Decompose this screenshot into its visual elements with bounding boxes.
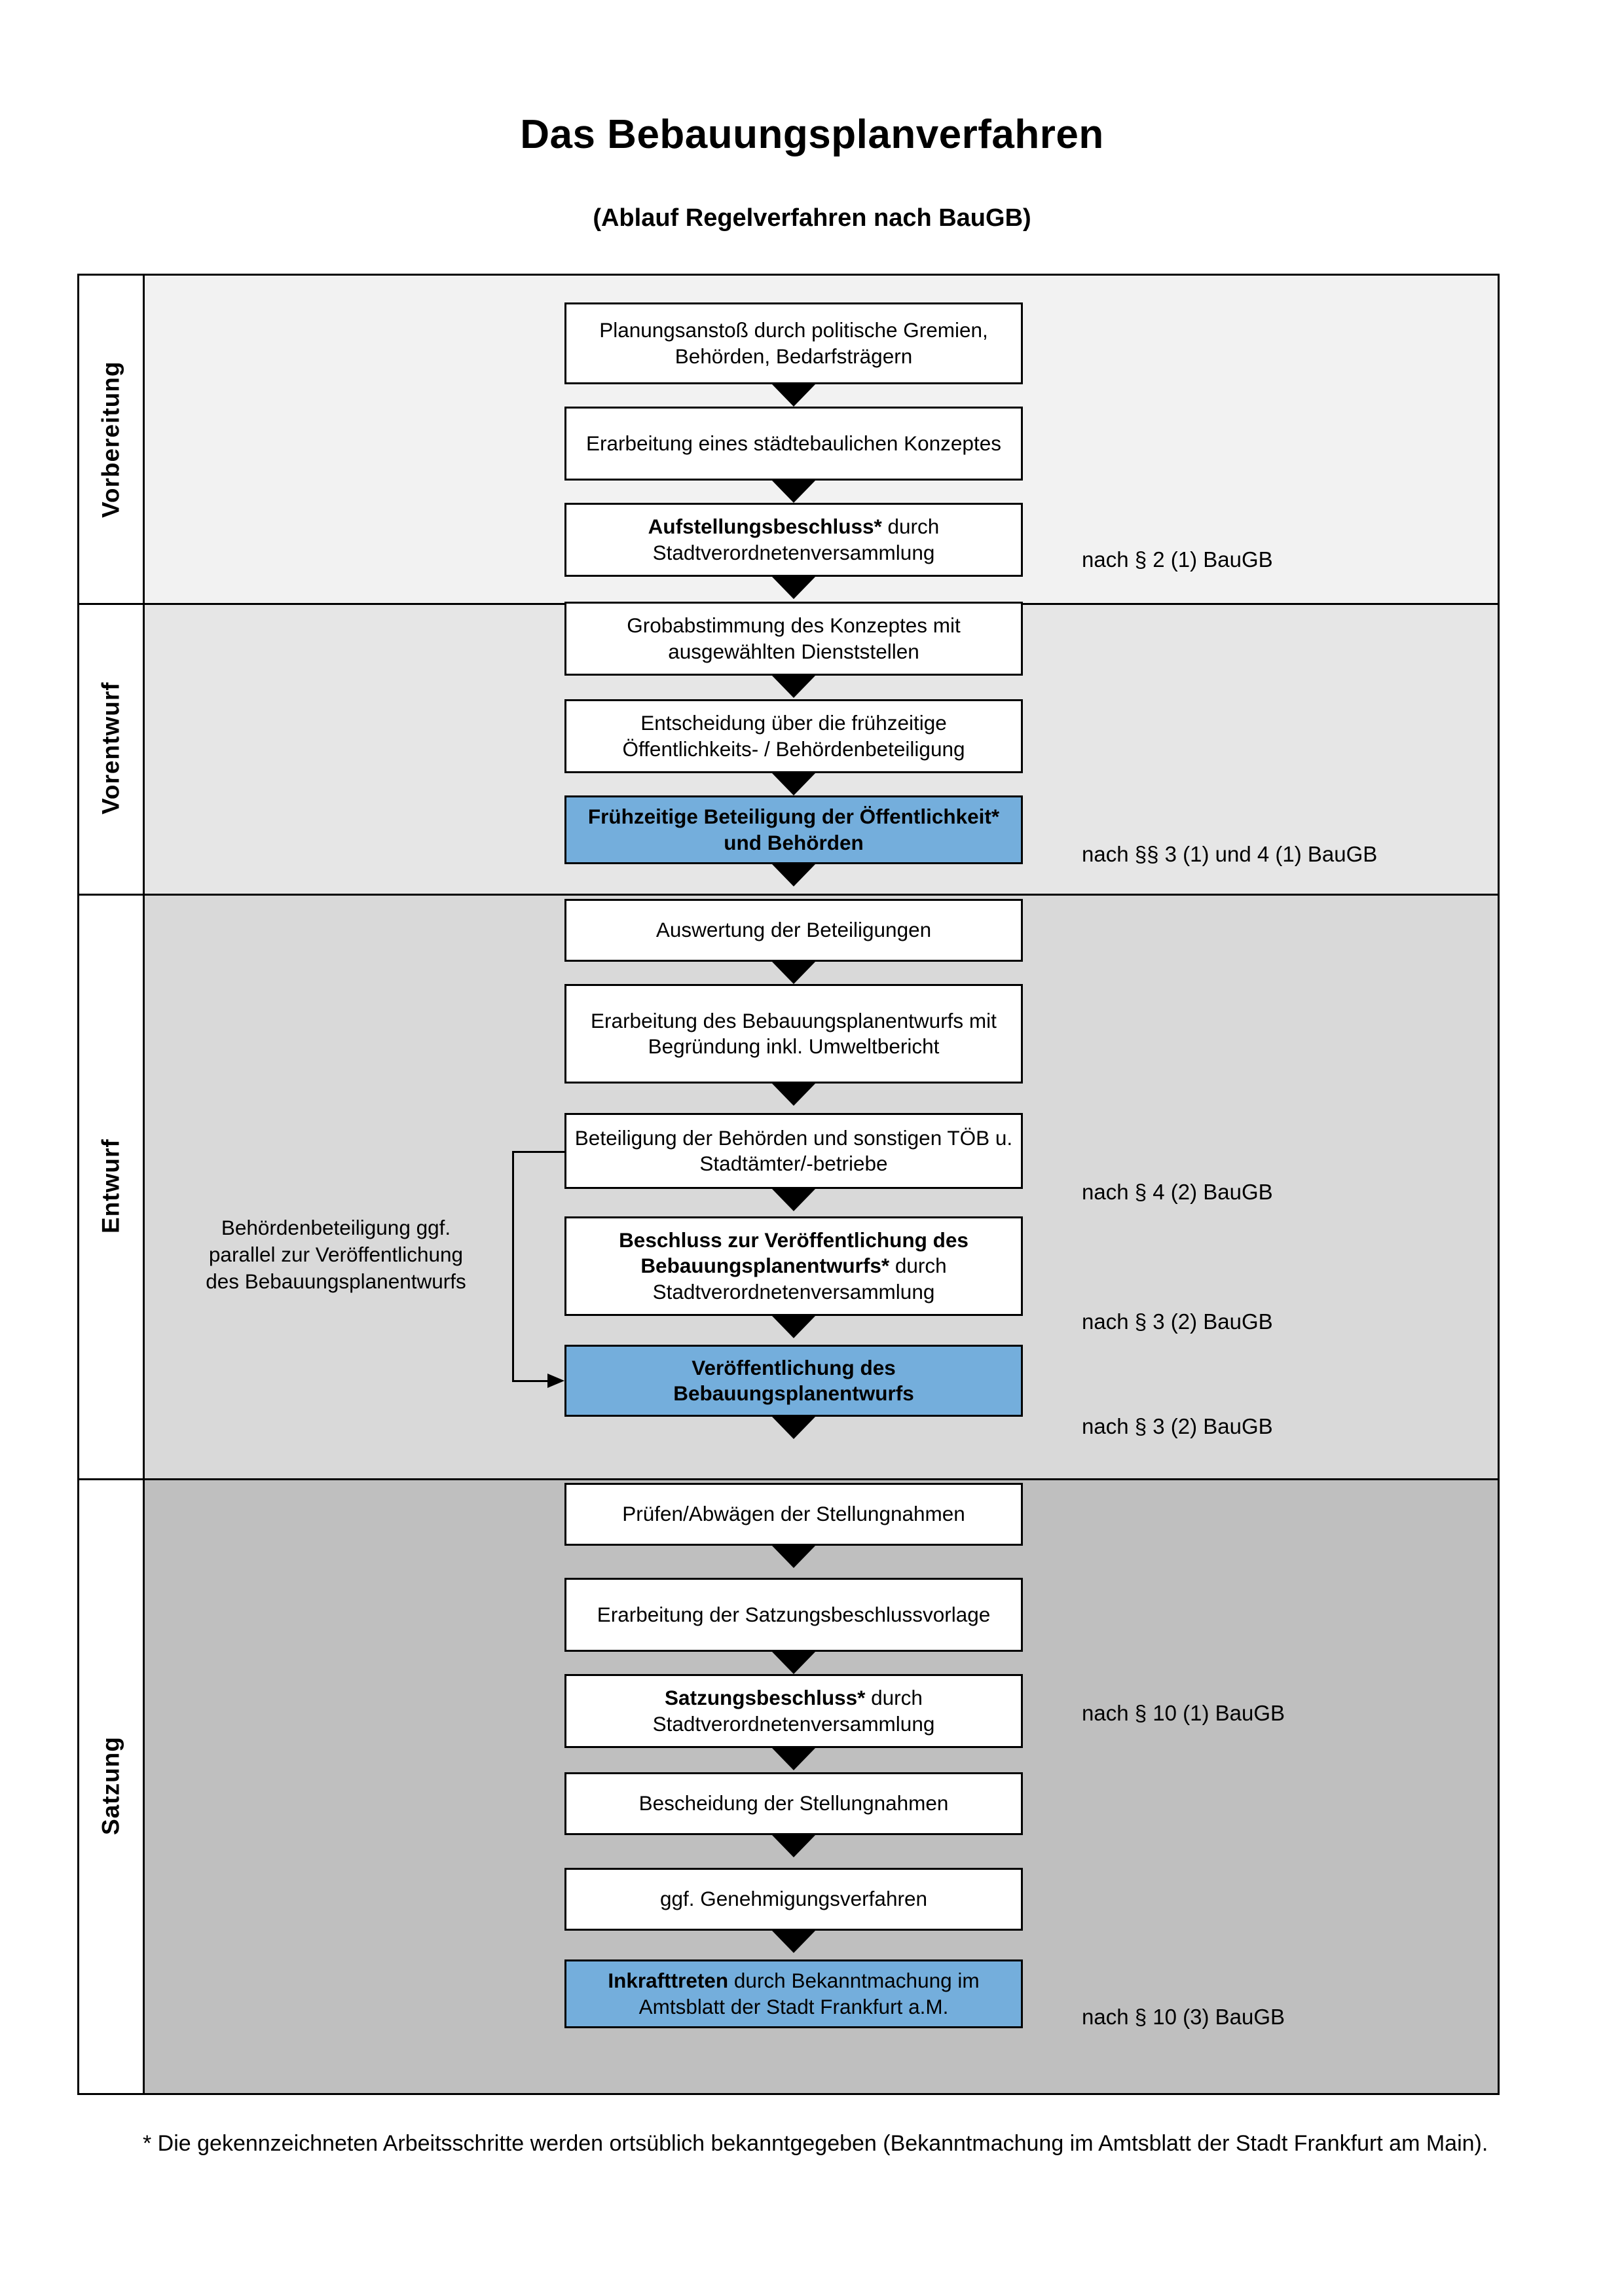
flow-node-satzungsbeschluss-bold: Satzungsbeschluss* — [665, 1686, 866, 1710]
flow-node-erarbeitung-entwurf[interactable]: Erarbeitung des Bebauungsplanentwurfs mit Begründung inkl. Umweltbericht — [564, 984, 1023, 1084]
flow-node-beschluss-veroeffentlichung-rest: durch Stadtverordnetenversammlung — [652, 1254, 947, 1303]
law-ref-7: nach § 10 (3) BauGB — [1082, 2005, 1285, 2029]
flow-node-fruehzeitige-beteiligung-label: Frühzeitige Beteiligung der Öffentlichkeit* und Behörden — [587, 805, 1000, 854]
side-note-behoerdenbeteiligung: Behördenbeteiligung ggf. parallel zur Veröffentlichung des Bebauungsplanentwurfs — [206, 1216, 466, 1293]
flow-node-pruefen-abwaegen[interactable]: Prüfen/Abwägen der Stellungnahmen — [564, 1483, 1023, 1546]
loop-connector-vertical — [512, 1151, 514, 1381]
band-divider-2 — [77, 894, 1500, 896]
footnote: * Die gekennzeichneten Arbeitsschritte werden ortsüblich bekanntgegeben (Bekanntmachung im Amtsblatt der Stadt Frankfurt am Main). — [143, 2131, 1488, 2156]
flow-node-beschluss-veroeffentlichung-bold: Beschluss zur Veröffentlichung des Bebauungsplanentwurfs* — [619, 1228, 969, 1278]
law-ref-3: nach § 4 (2) BauGB — [1082, 1180, 1273, 1204]
flow-node-veroeffentlichung-entwurf[interactable] — [564, 1345, 1023, 1417]
phase-label-vorentwurf: Vorentwurf — [97, 682, 124, 815]
flow-node-beschluss-veroeffentlichung[interactable] — [564, 1216, 1023, 1316]
flow-node-erarbeitung-satzungsbeschlussvorlage[interactable]: Erarbeitung der Satzungsbeschlussvorlage — [564, 1578, 1023, 1652]
flow-node-entscheidung-fruehzeitige-beteiligung[interactable]: Entscheidung über die frühzeitige Öffentlichkeits- / Behördenbeteiligung — [564, 699, 1023, 773]
law-ref-6: nach § 10 (1) BauGB — [1082, 1701, 1285, 1725]
law-ref-1: nach § 2 (1) BauGB — [1082, 547, 1273, 572]
loop-connector-top — [512, 1151, 566, 1153]
phase-label-satzung: Satzung — [97, 1736, 124, 1835]
flow-node-aufstellungsbeschluss-bold: Aufstellungsbeschluss* — [648, 515, 882, 539]
loop-connector-bottom — [512, 1380, 550, 1382]
flow-node-fruehzeitige-beteiligung[interactable] — [564, 795, 1023, 864]
flow-node-genehmigungsverfahren[interactable]: ggf. Genehmigungsverfahren — [564, 1868, 1023, 1931]
flow-node-inkrafttreten[interactable] — [564, 1959, 1023, 2028]
flow-node-planungsanstoss[interactable]: Planungsanstoß durch politische Gremien, Behörden, Bedarfsträgern — [564, 302, 1023, 384]
flow-node-satzungsbeschluss[interactable] — [564, 1674, 1023, 1748]
flow-node-bescheidung-stellungnahmen[interactable]: Bescheidung der Stellungnahmen — [564, 1772, 1023, 1835]
band-divider-3 — [77, 1478, 1500, 1480]
flow-node-aufstellungsbeschluss-rest: durch Stadtverordnetenversammlung — [652, 515, 940, 564]
page-title: Das Bebauungsplanverfahren — [520, 112, 1104, 157]
page-subtitle: (Ablauf Regelverfahren nach BauGB) — [593, 204, 1031, 232]
flow-node-inkrafttreten-rest: durch Bekanntmachung im Amtsblatt der Stadt Frankfurt a.M. — [638, 1969, 980, 2018]
flow-node-satzungsbeschluss-rest: durch Stadtverordnetenversammlung — [652, 1686, 935, 1736]
phase-column-divider — [143, 274, 145, 2095]
phase-label-entwurf: Entwurf — [97, 1139, 124, 1233]
law-ref-2: nach §§ 3 (1) und 4 (1) BauGB — [1082, 842, 1378, 866]
flow-node-auswertung-beteiligungen[interactable]: Auswertung der Beteiligungen — [564, 899, 1023, 962]
phase-label-vorbereitung: Vorbereitung — [97, 361, 124, 518]
flow-node-beteiligung-behoerden[interactable]: Beteiligung der Behörden und sonstigen TÖB u. Stadtämter/-betriebe — [564, 1113, 1023, 1189]
flow-node-aufstellungsbeschluss[interactable] — [564, 503, 1023, 577]
flow-node-grobabstimmung[interactable]: Grobabstimmung des Konzeptes mit ausgewählten Dienststellen — [564, 602, 1023, 676]
flow-node-veroeffentlichung-entwurf-label: Veröffentlichung des Bebauungsplanentwurfs — [673, 1355, 914, 1405]
law-ref-5: nach § 3 (2) BauGB — [1082, 1414, 1273, 1438]
flow-node-inkrafttreten-bold: Inkrafttreten — [608, 1969, 729, 1993]
law-ref-4: nach § 3 (2) BauGB — [1082, 1309, 1273, 1334]
flow-node-konzept-erarbeitung[interactable]: Erarbeitung eines städtebaulichen Konzeptes — [564, 407, 1023, 481]
